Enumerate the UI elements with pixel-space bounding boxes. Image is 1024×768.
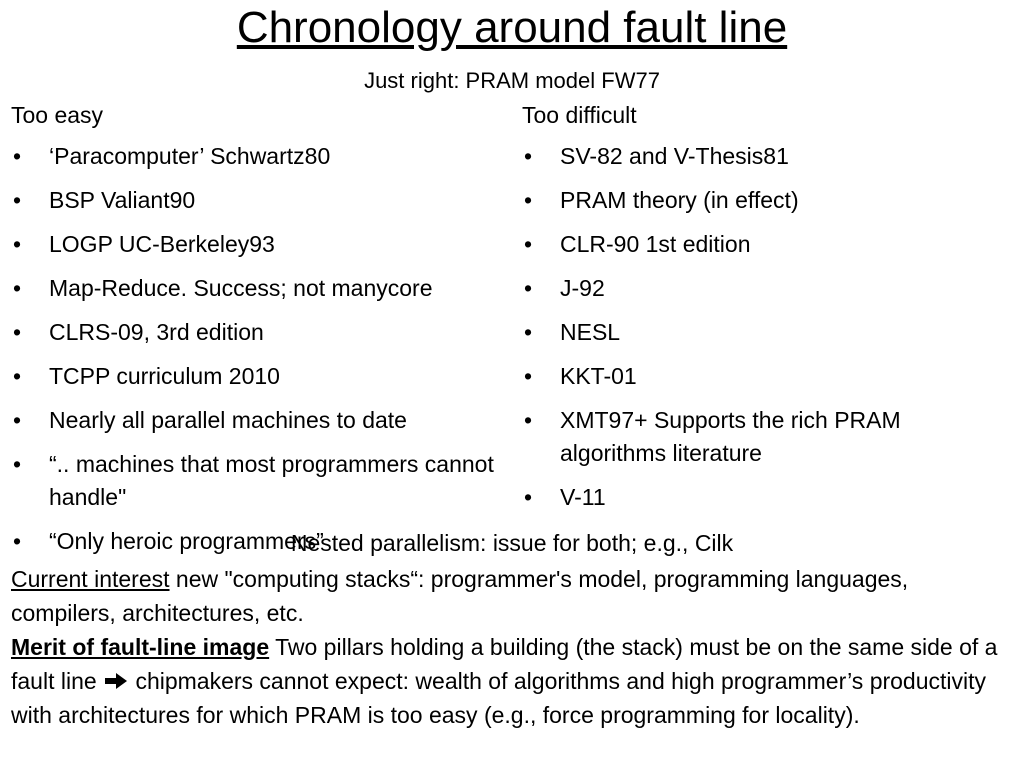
list-item-text: J-92 <box>560 275 605 301</box>
too-easy-heading: Too easy <box>11 102 104 128</box>
list-item <box>522 360 1022 393</box>
page-title: Chronology around fault line <box>236 3 788 52</box>
list-item-text: SV-82 and V-Thesis81 <box>560 143 789 169</box>
list-item-text: V-11 <box>560 484 606 510</box>
list-item-text: TCPP curriculum 2010 <box>49 363 280 389</box>
list-item-text: PRAM theory (in effect) <box>560 187 799 213</box>
bullet: • <box>13 319 22 345</box>
bullet: • <box>13 231 22 257</box>
list-item <box>11 228 531 261</box>
bullet: • <box>524 407 533 433</box>
list-item <box>522 228 1022 261</box>
list-item <box>522 316 1022 349</box>
list-item-text: LOGP UC-Berkeley93 <box>49 231 275 257</box>
list-item <box>11 272 531 305</box>
list-item <box>11 140 531 173</box>
list-item <box>522 184 1022 217</box>
bullet: • <box>13 187 22 213</box>
current-interest-body: new "computing stacks“: programmer's model, programming languages, compilers, architectures, etc. <box>11 566 909 626</box>
list-item-text: XMT97+ Supports the rich PRAM algorithms literature <box>560 407 901 466</box>
bullet: • <box>13 143 22 169</box>
list-item-text: CLR-90 1st edition <box>560 231 751 257</box>
too-easy-list <box>11 140 531 558</box>
list-item-text: “.. machines that most programmers cannot handle" <box>49 451 494 510</box>
bullet: • <box>13 528 22 554</box>
list-item-text: KKT-01 <box>560 363 637 389</box>
bullet: • <box>13 363 22 389</box>
merit-body-part1: Two pillars holding a building (the stack) must be on the same side of a fault line <box>11 634 998 694</box>
list-item-text: CLRS-09, 3rd edition <box>49 319 264 345</box>
list-item <box>11 448 531 514</box>
bullet: • <box>524 484 533 510</box>
list-item-text: Map-Reduce. Success; not manycore <box>49 275 433 301</box>
bullet: • <box>524 363 533 389</box>
too-easy-column <box>11 100 531 569</box>
current-interest-lead: Current interest <box>11 566 170 592</box>
too-difficult-column <box>522 100 1022 525</box>
list-item <box>522 481 1022 514</box>
list-item-text: NESL <box>560 319 621 345</box>
merit-body-part2: chipmakers cannot expect: wealth of algorithms and high programmer’s productivity with architectures for which PRAM is too easy (e.g., force programming for locality). <box>11 668 987 728</box>
merit-paragraph <box>11 630 1016 732</box>
bullet: • <box>524 319 533 345</box>
current-interest-paragraph <box>11 562 1016 630</box>
list-item <box>11 184 531 217</box>
bullet: • <box>524 231 533 257</box>
merit-lead: Merit of fault-line image <box>11 634 270 660</box>
nested-parallelism-note: Nested parallelism: issue for both; e.g., Cilk <box>290 530 734 556</box>
list-item-text: BSP Valiant90 <box>49 187 196 213</box>
bullet: • <box>13 451 22 477</box>
list-item-text: ‘Paracomputer’ Schwartz80 <box>49 143 331 169</box>
list-item <box>11 316 531 349</box>
list-item <box>11 404 531 437</box>
bullet: • <box>13 407 22 433</box>
page-subtitle: Just right: PRAM model FW77 <box>364 68 660 93</box>
right-arrow-icon <box>103 671 129 691</box>
bullet: • <box>524 187 533 213</box>
too-difficult-list <box>522 140 1022 514</box>
list-item-text: “Only heroic programmers” <box>49 528 324 554</box>
list-item-text: Nearly all parallel machines to date <box>49 407 407 433</box>
bullet: • <box>524 275 533 301</box>
list-item <box>522 404 1022 470</box>
list-item <box>11 360 531 393</box>
too-difficult-heading: Too difficult <box>522 102 637 128</box>
list-item <box>522 272 1022 305</box>
bullet: • <box>524 143 533 169</box>
list-item <box>522 140 1022 173</box>
bullet: • <box>13 275 22 301</box>
